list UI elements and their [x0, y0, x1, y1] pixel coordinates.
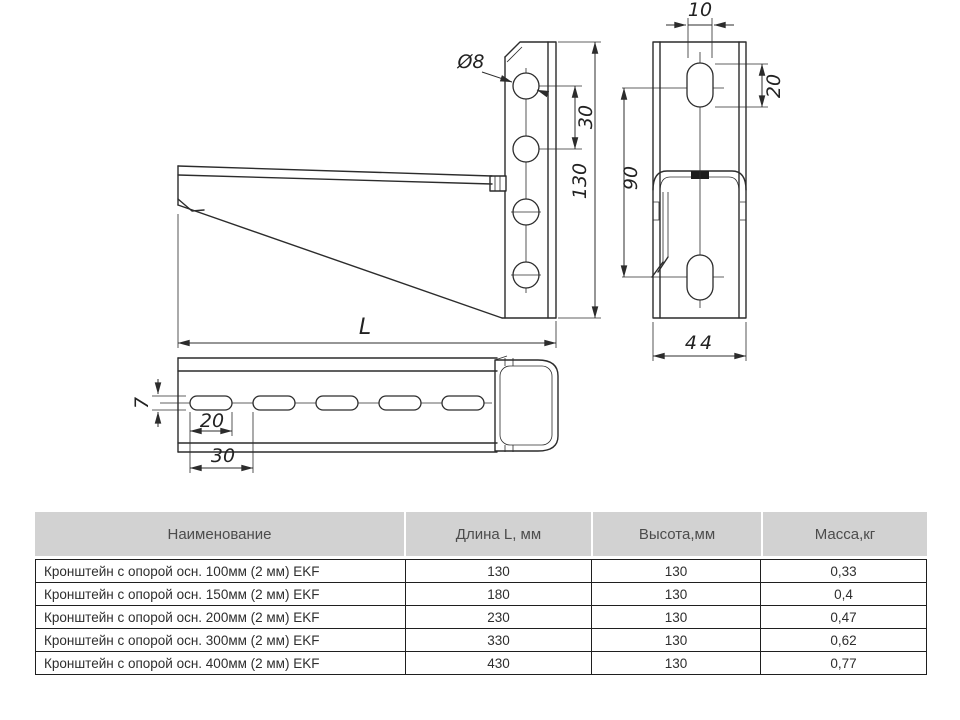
- dim-front-slot-height: 20: [763, 73, 785, 99]
- cell-mass: 0,47: [830, 609, 857, 625]
- bottom-view-dimensions: [131, 379, 253, 473]
- cell-name: Кронштейн с опорой осн. 300мм (2 мм) EKF: [36, 629, 406, 651]
- cell-mass: 0,62: [830, 632, 857, 648]
- dim-length: L: [358, 315, 372, 340]
- cell-length: 130: [406, 560, 592, 582]
- cell-length: 180: [406, 583, 592, 605]
- cell-height: 130: [592, 629, 761, 651]
- front-view-dimensions: [620, 0, 785, 361]
- table-row: [36, 652, 926, 674]
- side-view: [178, 42, 556, 318]
- cell-name: Кронштейн с опорой осн. 100мм (2 мм) EKF: [36, 560, 406, 582]
- table-row: [36, 629, 926, 652]
- dim-bottom-slot-pitch: 30: [210, 445, 236, 467]
- dim-bottom-slot-length: 20: [199, 410, 225, 432]
- cell-length: 430: [406, 652, 592, 674]
- cell-mass: 0,4: [834, 586, 853, 602]
- plate-hole: [513, 73, 539, 99]
- header-height: Высота,мм: [593, 512, 761, 556]
- cell-name: Кронштейн с опорой осн. 150мм (2 мм) EKF: [36, 583, 406, 605]
- cell-height: 130: [592, 652, 761, 674]
- rail-slot: [379, 396, 421, 410]
- spec-table-body: [35, 559, 927, 675]
- cell-name: Кронштейн с опорой осн. 200мм (2 мм) EKF: [36, 606, 406, 628]
- rail-slot: [190, 396, 232, 410]
- header-length: Длина L, мм: [406, 512, 591, 556]
- mount-slot: [687, 255, 713, 300]
- cell-height: 130: [592, 583, 761, 605]
- cell-mass: 0,77: [830, 655, 857, 671]
- dim-hole-spacing: 30: [575, 104, 597, 130]
- mount-slot: [687, 63, 713, 107]
- spec-table-header: [35, 512, 927, 556]
- cell-height: 130: [592, 560, 761, 582]
- dim-hole-diameter: Ø8: [457, 51, 485, 73]
- rail-slot: [253, 396, 295, 410]
- table-row: [36, 606, 926, 629]
- plate-hole: [513, 136, 539, 162]
- header-name: Наименование: [35, 512, 404, 556]
- rail-slot: [442, 396, 484, 410]
- dim-base-width: 44: [684, 332, 716, 354]
- cell-name: Кронштейн с опорой осн. 400мм (2 мм) EKF: [36, 652, 406, 674]
- cell-length: 330: [406, 629, 592, 651]
- cell-height: 130: [592, 606, 761, 628]
- cell-length: 230: [406, 606, 592, 628]
- table-row: [36, 583, 926, 606]
- rail-slot: [316, 396, 358, 410]
- bottom-view: [160, 356, 558, 452]
- header-mass: Масса,кг: [763, 512, 927, 556]
- dim-plate-height: 130: [569, 162, 591, 200]
- table-row: [36, 560, 926, 583]
- dim-bottom-slot-height: 7: [131, 396, 153, 410]
- dim-front-slot-spacing: 90: [620, 165, 642, 191]
- spec-table: [35, 512, 927, 675]
- dim-front-slot-width: 10: [687, 0, 713, 21]
- cell-mass: 0,33: [830, 563, 857, 579]
